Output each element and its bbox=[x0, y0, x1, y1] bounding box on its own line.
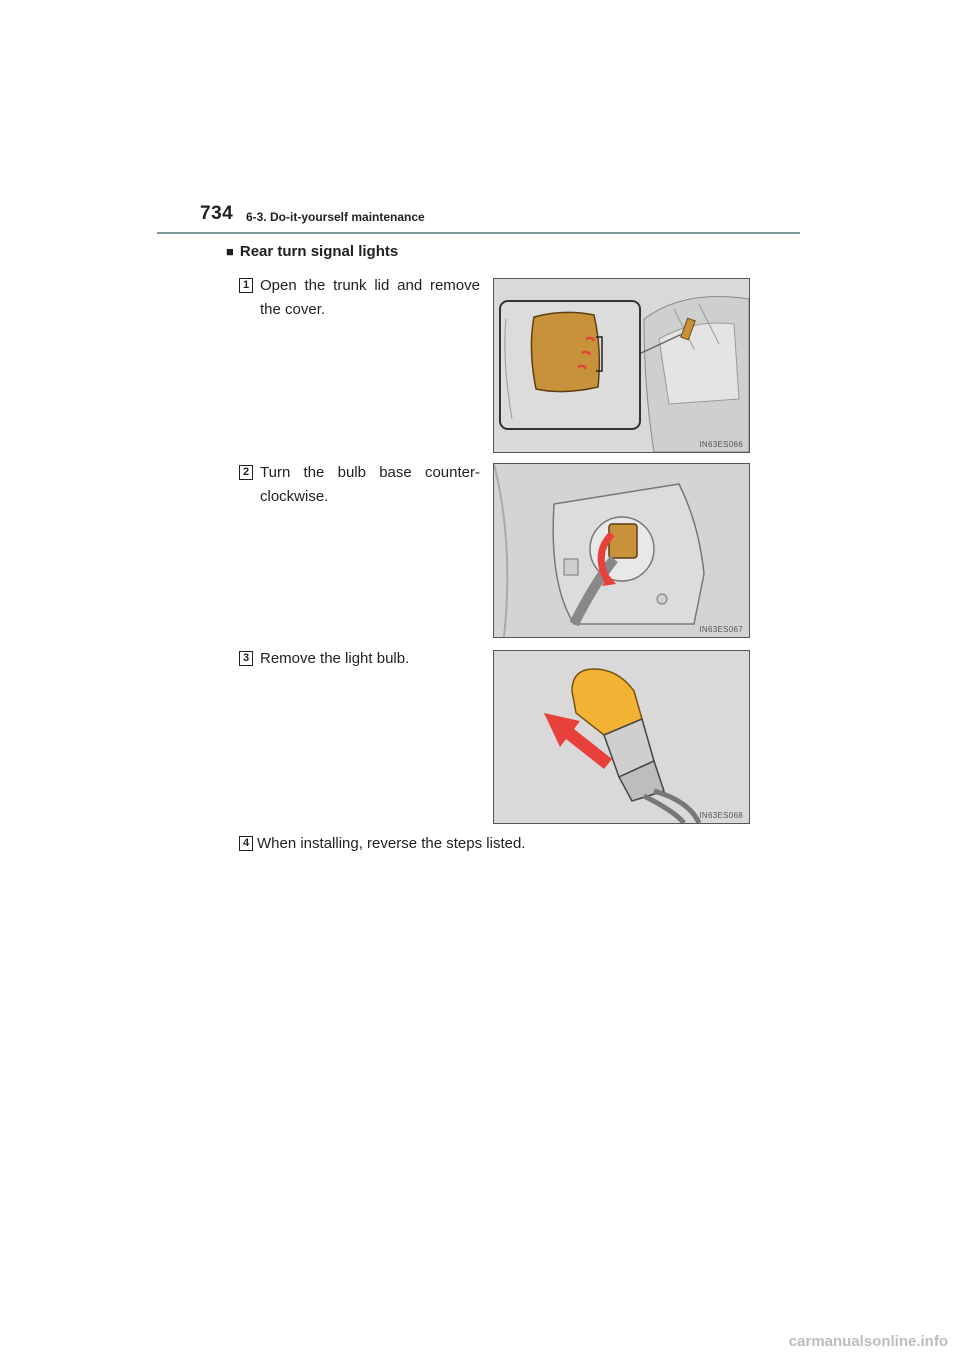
step-text-3: Remove the light bulb. bbox=[260, 650, 410, 667]
figure-code-2: IN63ES067 bbox=[699, 625, 743, 634]
subheading bbox=[226, 243, 398, 260]
section-title: 6-3. Do-it-yourself maintenance bbox=[246, 210, 425, 224]
square-bullet-icon: ■ bbox=[226, 244, 234, 259]
figure-code-1: IN63ES066 bbox=[699, 440, 743, 449]
bulb-base-illustration bbox=[494, 464, 749, 637]
figure-code-3: IN63ES068 bbox=[699, 811, 743, 820]
step-number-3: 3 bbox=[239, 651, 253, 666]
page-number: 734 bbox=[200, 203, 234, 224]
step-number-4: 4 bbox=[239, 836, 253, 851]
figure-1 bbox=[493, 278, 750, 453]
subheading-title: Rear turn signal lights bbox=[239, 243, 399, 260]
figure-3 bbox=[493, 650, 750, 824]
step-text-1: Open the trunk lid and remove the cover. bbox=[260, 277, 480, 318]
step-text-4: When installing, reverse the steps listed. bbox=[257, 835, 526, 852]
watermark: carmanualsonline.info bbox=[788, 1333, 948, 1350]
figure-2 bbox=[493, 463, 750, 638]
step-text-2: Turn the bulb base counter-clockwise. bbox=[260, 464, 480, 505]
step-number-2: 2 bbox=[239, 465, 253, 480]
header-rule bbox=[157, 232, 800, 234]
light-bulb-removal-illustration bbox=[494, 651, 749, 823]
step-number-1: 1 bbox=[239, 278, 253, 293]
trunk-cover-illustration bbox=[494, 279, 749, 452]
